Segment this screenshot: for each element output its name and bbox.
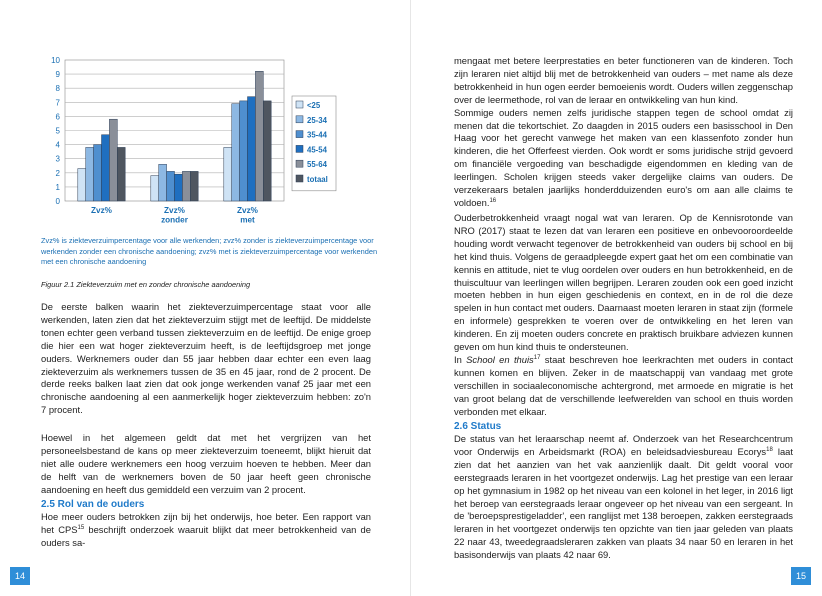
y-tick-label: 1 — [55, 182, 60, 192]
bar — [86, 147, 94, 201]
bar — [182, 171, 190, 201]
y-tick-label: 6 — [55, 112, 60, 122]
x-category-label: met — [240, 215, 255, 225]
bar — [94, 145, 102, 201]
legend-swatch — [296, 116, 303, 123]
bar — [232, 104, 240, 201]
legend-label: 25-34 — [307, 115, 327, 125]
x-category-label: zonder — [161, 215, 188, 225]
legend-label: 45-54 — [307, 145, 327, 155]
legend-label: 55-64 — [307, 160, 327, 170]
right-paragraph-3: De status van het leraarschap neemt af. Onderzoek van het Researchcentrum voor Onderwijs en Arbeidsmarkt (ROA) en beleidsadviesbureau Ecorys$^{18}$ laat zien dat het aanzien van het vak aanzienlijk daalt. Dit geldt vooral voor eerstegraads leraren in het voortgezet onderwijs. Lag het prestige van een leraar op het gymnasium in 1982 op het niveau van een kolonel in het leger, in 2016 ligt het beroep van eerstegraads leraar ongeveer op het niveau van een sergeant. In de 'beroepsprestigeladder', een ranglijst met 138 beroepen, zakken eerstegraads leraren in het voortgezet onderwijs ten opzichte van tien jaar geleden van plaats 22 naar 43, tweedegraadsleraren zakken van plaats 34 naar 50 en leraren in het basisonderwijs van plaats 42 naar 69. — [454, 433, 793, 561]
bar — [248, 97, 256, 201]
x-category-label: Zvz% — [91, 206, 112, 215]
y-tick-label: 2 — [55, 168, 60, 178]
legend-swatch — [296, 101, 303, 108]
y-tick-label: 9 — [55, 70, 60, 80]
bar — [190, 171, 198, 201]
y-tick-label: 3 — [55, 154, 60, 164]
legend-swatch — [296, 145, 303, 152]
right-paragraph-1: mengaat met betere leerprestaties en beter functioneren van de kinderen. Toch zijn leraren niet altijd blij met de betrokkenheid van ouders – met name als deze betrokkenheid in hun ogen eerder bemoeienis wordt. Ouders willen zeggenschap over de leermethode, rol van de leraar en ontwikkeling van hun kind. Sommige ouders nemen zelfs juridische stappen tegen de school omdat zij menen dat die tekortschiet. Zo daagden in 2015 ouders een basisschool in Den Haag voor het gerecht vanwege het maken van een klassenfoto zonder hun kinderen, die het Offerfeest vierden. Ook wordt er soms juridische strijd gevoerd om financiële vergoeding van beschadigde eigendommen en kleding van de leerlingen. Scholen krijgen steeds vaker dergelijke claims van ouders. De verzekeraars betalen jaarlijks honderdduizenden euro's om aan alle claims te voldoen.$^{16}$ — [454, 55, 793, 208]
bar — [159, 164, 167, 201]
footnote-ref: 15 — [77, 524, 85, 531]
y-tick-label: 0 — [55, 197, 60, 206]
legend-swatch — [296, 175, 303, 182]
y-tick-label: 4 — [55, 140, 60, 150]
y-tick-label: 8 — [55, 84, 60, 94]
page-number: 14 — [10, 567, 30, 585]
bar — [117, 147, 125, 201]
figure-caption: Figuur 2.1 Ziekteverzuim met en zonder chronische aandoening — [41, 280, 251, 289]
bar — [78, 169, 86, 201]
legend-swatch — [296, 131, 303, 138]
chart-svg — [40, 52, 340, 232]
x-category-label: Zvz% — [164, 206, 185, 215]
right-page — [411, 0, 822, 596]
footnote-ref: 17 — [533, 354, 541, 361]
bar — [240, 101, 248, 201]
chart-note: Zvz% is ziekteverzuimpercentage voor alle werkenden; zvz% zonder is ziekteverzuimpercentage voor werkenden zonder een chronische aandoening; zvz% met is ziekteverzuimpercentage voor werkenden met een chronische aandoening — [41, 236, 378, 267]
bar — [263, 101, 271, 201]
left-paragraph-1: De eerste balken waarin het ziekteverzuimpercentage staat voor alle werkenden, laten zien dat het ziekteverzuim stijgt met de leeftijd. De middelste tonen echter geen verband tussen ziekteverzuim en de leeftijd. De enige groep die hier een wat hoger ziekteverzuim heeft, is de leeftijdsgroep met jonge ouders. Werknemers ouder dan 55 jaar hebben daar echter een even laag ziekteverzuim als werknemers tussen de 35 en 45 jaar, rond de 2 procent. De derde reeks balken laat zien dat ook jonge werkenden vanaf 25 jaar met een chronische aandoening al een aanmerkelijk hoger ziekteverzuim hebben: zo'n 7 procent. — [41, 301, 371, 416]
x-category-label: Zvz% — [237, 206, 258, 215]
legend-label: totaal — [307, 175, 328, 184]
footnote-ref: 18 — [766, 446, 773, 453]
bar — [109, 119, 117, 201]
bar — [255, 71, 263, 201]
footnote-ref: 16 — [489, 197, 497, 204]
legend-label: <25 — [307, 101, 321, 110]
bar-chart — [40, 52, 340, 237]
italic-title: School en thuis — [466, 353, 534, 365]
section-2-5 — [41, 498, 371, 550]
page-number: 15 — [791, 567, 811, 585]
section-heading: 2.6 Status — [454, 421, 502, 432]
legend-swatch — [296, 160, 303, 167]
bar — [151, 176, 159, 201]
y-tick-label: 7 — [55, 98, 60, 108]
left-paragraph-2: Hoewel in het algemeen geldt dat met het vergrijzen van het personeelsbestand de kans op meer ziekteverzuim toeneemt, blijkt hieruit dat niet alle oudere werknemers een hoog verzuim hoeven te hebben. Meer dan de helft van de werknemers boven de 50 jaar heeft geen chronische aandoening en heeft dus gemiddeld een verzuim van 2 procent. — [41, 432, 371, 495]
section-heading: 2.5 Rol van de ouders — [41, 499, 145, 510]
bar — [175, 174, 183, 201]
bar — [167, 171, 175, 201]
left-paragraph-3: Hoe meer ouders betrokken zijn bij het onderwijs, hoe beter. Een rapport van het CPS$^{15}$ beschrijft onderzoek waaruit blijkt dat meer betrokkenheid van de ouders sa- — [41, 511, 371, 548]
y-tick-label: 5 — [55, 126, 60, 136]
right-paragraph-2: Ouderbetrokkenheid vraagt nogal wat van leraren. Op de Kennisrotonde van NRO (2017) staat te lezen dat van leraren een positieve en onbevooroordeelde houding wordt verwacht tegenover de betrokkenheid van ouders bij school en bij het kind thuis. Volgens de geraadpleegde expert gaat het om een combinatie van kennis en attitude, niet te vlug oordelen over ouders en hun betrokkenheid, en de thuiscultuur van leerlingen willen begrijpen. Leraren zouden ook een goed inzicht moeten hebben in hun eigen geschiedenis en context, en in de rol die deze spelen in hun contact met ouders. Daarnaast moeten leraren in staat zijn (formele en informele) gesprekken te voeren over de ontwikkeling en het leren van kinderen. En zij moeten ouders concrete en praktisch bruikbare adviezen kunnen geven om hun kind thuis te ondersteunen. In School en thuis$^{17}$ staat beschreven hoe leerkrachten met ouders in contact kunnen komen en blijven. Zeker in de maatschappij van vandaag met grote verschillen in sociaaleconomische achtergrond, met armoede en migratie is het van groot belang dat de verschillende leefwerelden van school en thuis worden verbonden met elkaar. — [454, 212, 793, 417]
y-tick-label: 10 — [51, 56, 60, 65]
bar — [102, 135, 110, 201]
bar — [224, 147, 232, 201]
legend-label: 35-44 — [307, 130, 327, 140]
section-2-6 — [454, 420, 793, 562]
